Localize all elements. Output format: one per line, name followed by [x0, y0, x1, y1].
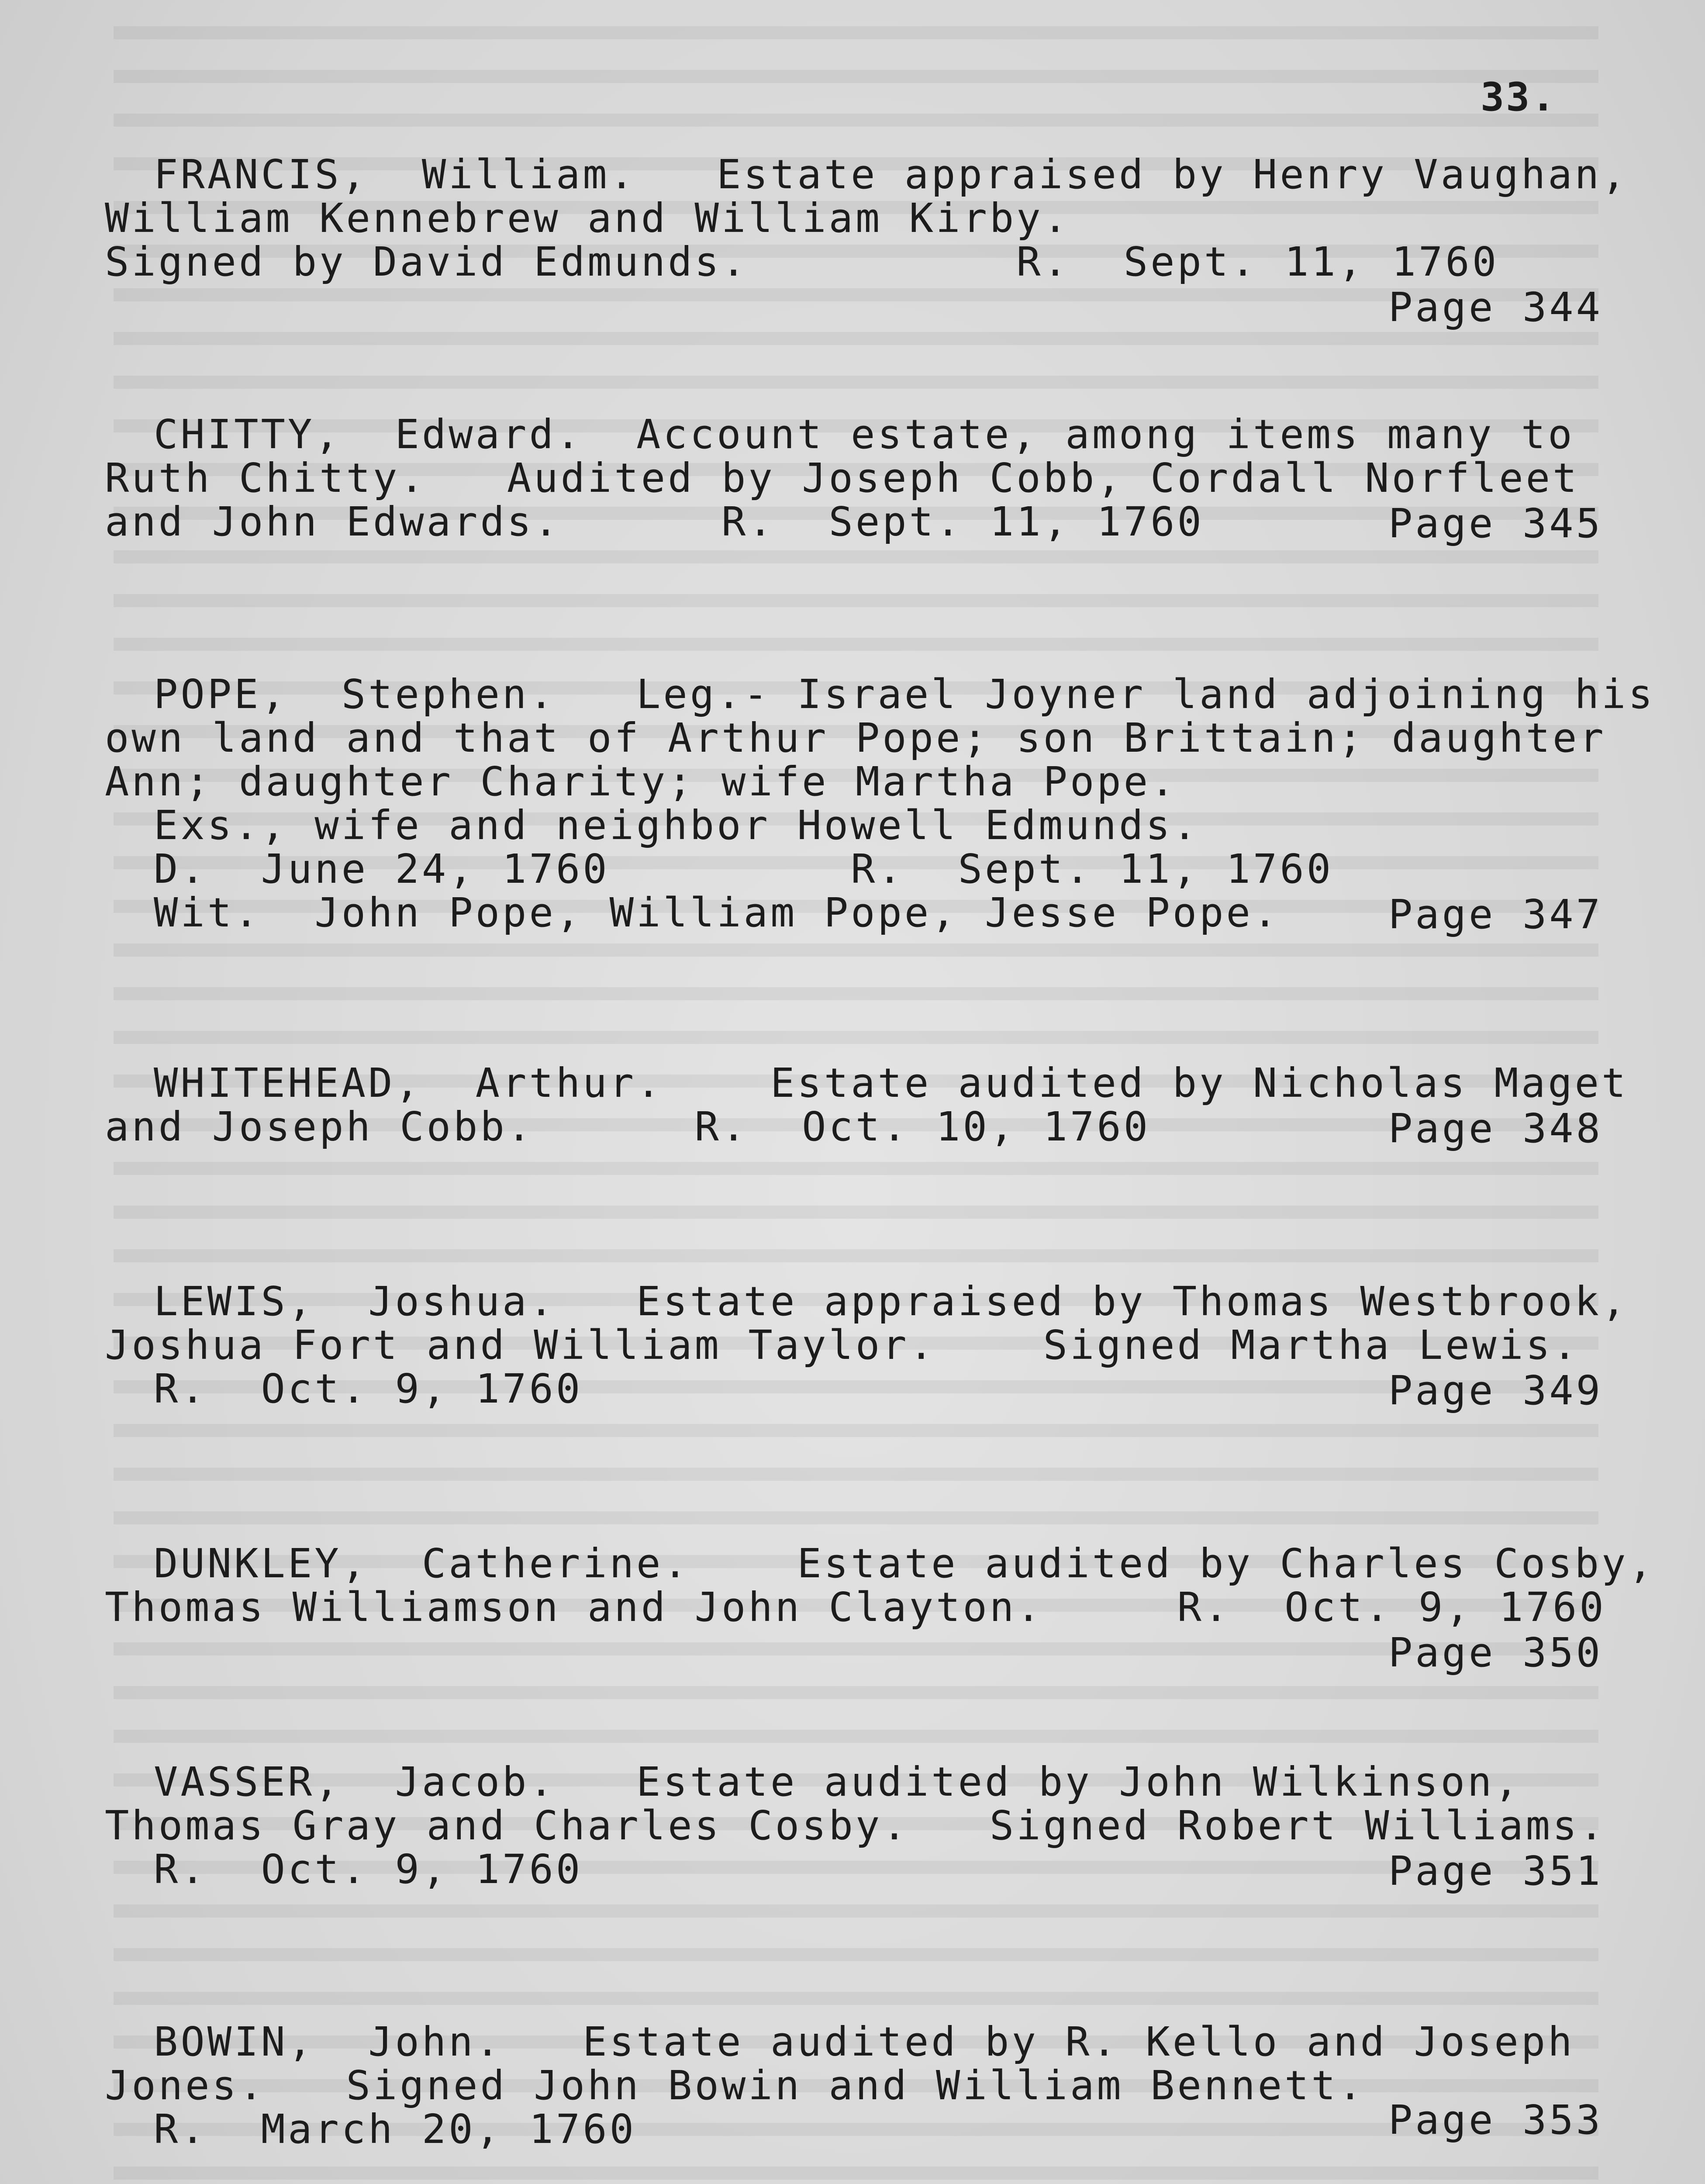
- entry-line: R. March 20, 1760: [154, 2106, 636, 2153]
- entry-line: Jones. Signed John Bowin and William Bennett.: [105, 2062, 1365, 2109]
- entry-line: CHITTY, Edward. Account estate, among items many to: [154, 411, 1575, 458]
- entry-chitty: [105, 411, 1603, 547]
- entry-line: Wit. John Pope, William Pope, Jesse Pope.: [154, 889, 1280, 936]
- entry-pope: [105, 671, 1655, 938]
- page-reference: Page 344: [1388, 284, 1603, 331]
- entry-vasser: [105, 1759, 1606, 1894]
- entry-line: BOWIN, John. Estate audited by R. Kello and Joseph: [154, 2018, 1575, 2065]
- entry-dunkley: [105, 1540, 1655, 1676]
- entry-line: Thomas Gray and Charles Cosby. Signed Robert Williams.: [105, 1802, 1606, 1849]
- entry-line: DUNKLEY, Catherine. Estate audited by Charles Cosby,: [154, 1540, 1655, 1587]
- entry-line: Ruth Chitty. Audited by Joseph Cobb, Cordall Norfleet: [105, 455, 1580, 501]
- entry-line: own land and that of Arthur Pope; son Brittain; daughter: [105, 715, 1606, 761]
- entry-line: William Kennebrew and William Kirby.: [105, 195, 1070, 242]
- entry-line: and Joseph Cobb. R. Oct. 10, 1760: [105, 1103, 1151, 1150]
- entry-francis: [105, 151, 1629, 331]
- entry-line: Signed by David Edmunds. R. Sept. 11, 1760: [105, 238, 1499, 285]
- entry-line: WHITEHEAD, Arthur. Estate audited by Nicholas Maget: [154, 1060, 1629, 1106]
- entry-line: R. Oct. 9, 1760: [154, 1365, 583, 1412]
- page-reference: Page 347: [1388, 891, 1603, 938]
- entry-line: Thomas Williamson and John Clayton. R. Oct. 9, 1760: [105, 1584, 1606, 1631]
- entry-line: and John Edwards. R. Sept. 11, 1760: [105, 498, 1204, 545]
- page-number: 33.: [1481, 74, 1557, 120]
- entry-line: Exs., wife and neighbor Howell Edmunds.: [154, 802, 1200, 849]
- entry-whitehead: [105, 1060, 1629, 1152]
- entry-bowin: [105, 2020, 1603, 2151]
- page-reference: Page 350: [1388, 1629, 1603, 1676]
- entry-line: POPE, Stephen. Leg.- Israel Joyner land adjoining his: [154, 671, 1655, 718]
- page-reference: Page 351: [1388, 1848, 1603, 1894]
- entry-line: LEWIS, Joshua. Estate appraised by Thomas Westbrook,: [154, 1278, 1629, 1325]
- page-reference: Page 345: [1388, 500, 1603, 547]
- entry-line: VASSER, Jacob. Estate audited by John Wilkinson,: [154, 1759, 1521, 1805]
- page-reference: Page 353: [1388, 2097, 1603, 2143]
- entry-line: Ann; daughter Charity; wife Martha Pope.: [105, 758, 1177, 805]
- entry-line: Joshua Fort and William Taylor. Signed Martha Lewis.: [105, 1322, 1580, 1368]
- entry-lewis: [105, 1278, 1629, 1414]
- page-reference: Page 349: [1388, 1367, 1603, 1414]
- page-reference: Page 348: [1388, 1105, 1603, 1152]
- entry-line: R. Oct. 9, 1760: [154, 1846, 583, 1893]
- entry-line: FRANCIS, William. Estate appraised by Henry Vaughan,: [154, 151, 1629, 198]
- entry-line: D. June 24, 1760 R. Sept. 11, 1760: [154, 846, 1334, 892]
